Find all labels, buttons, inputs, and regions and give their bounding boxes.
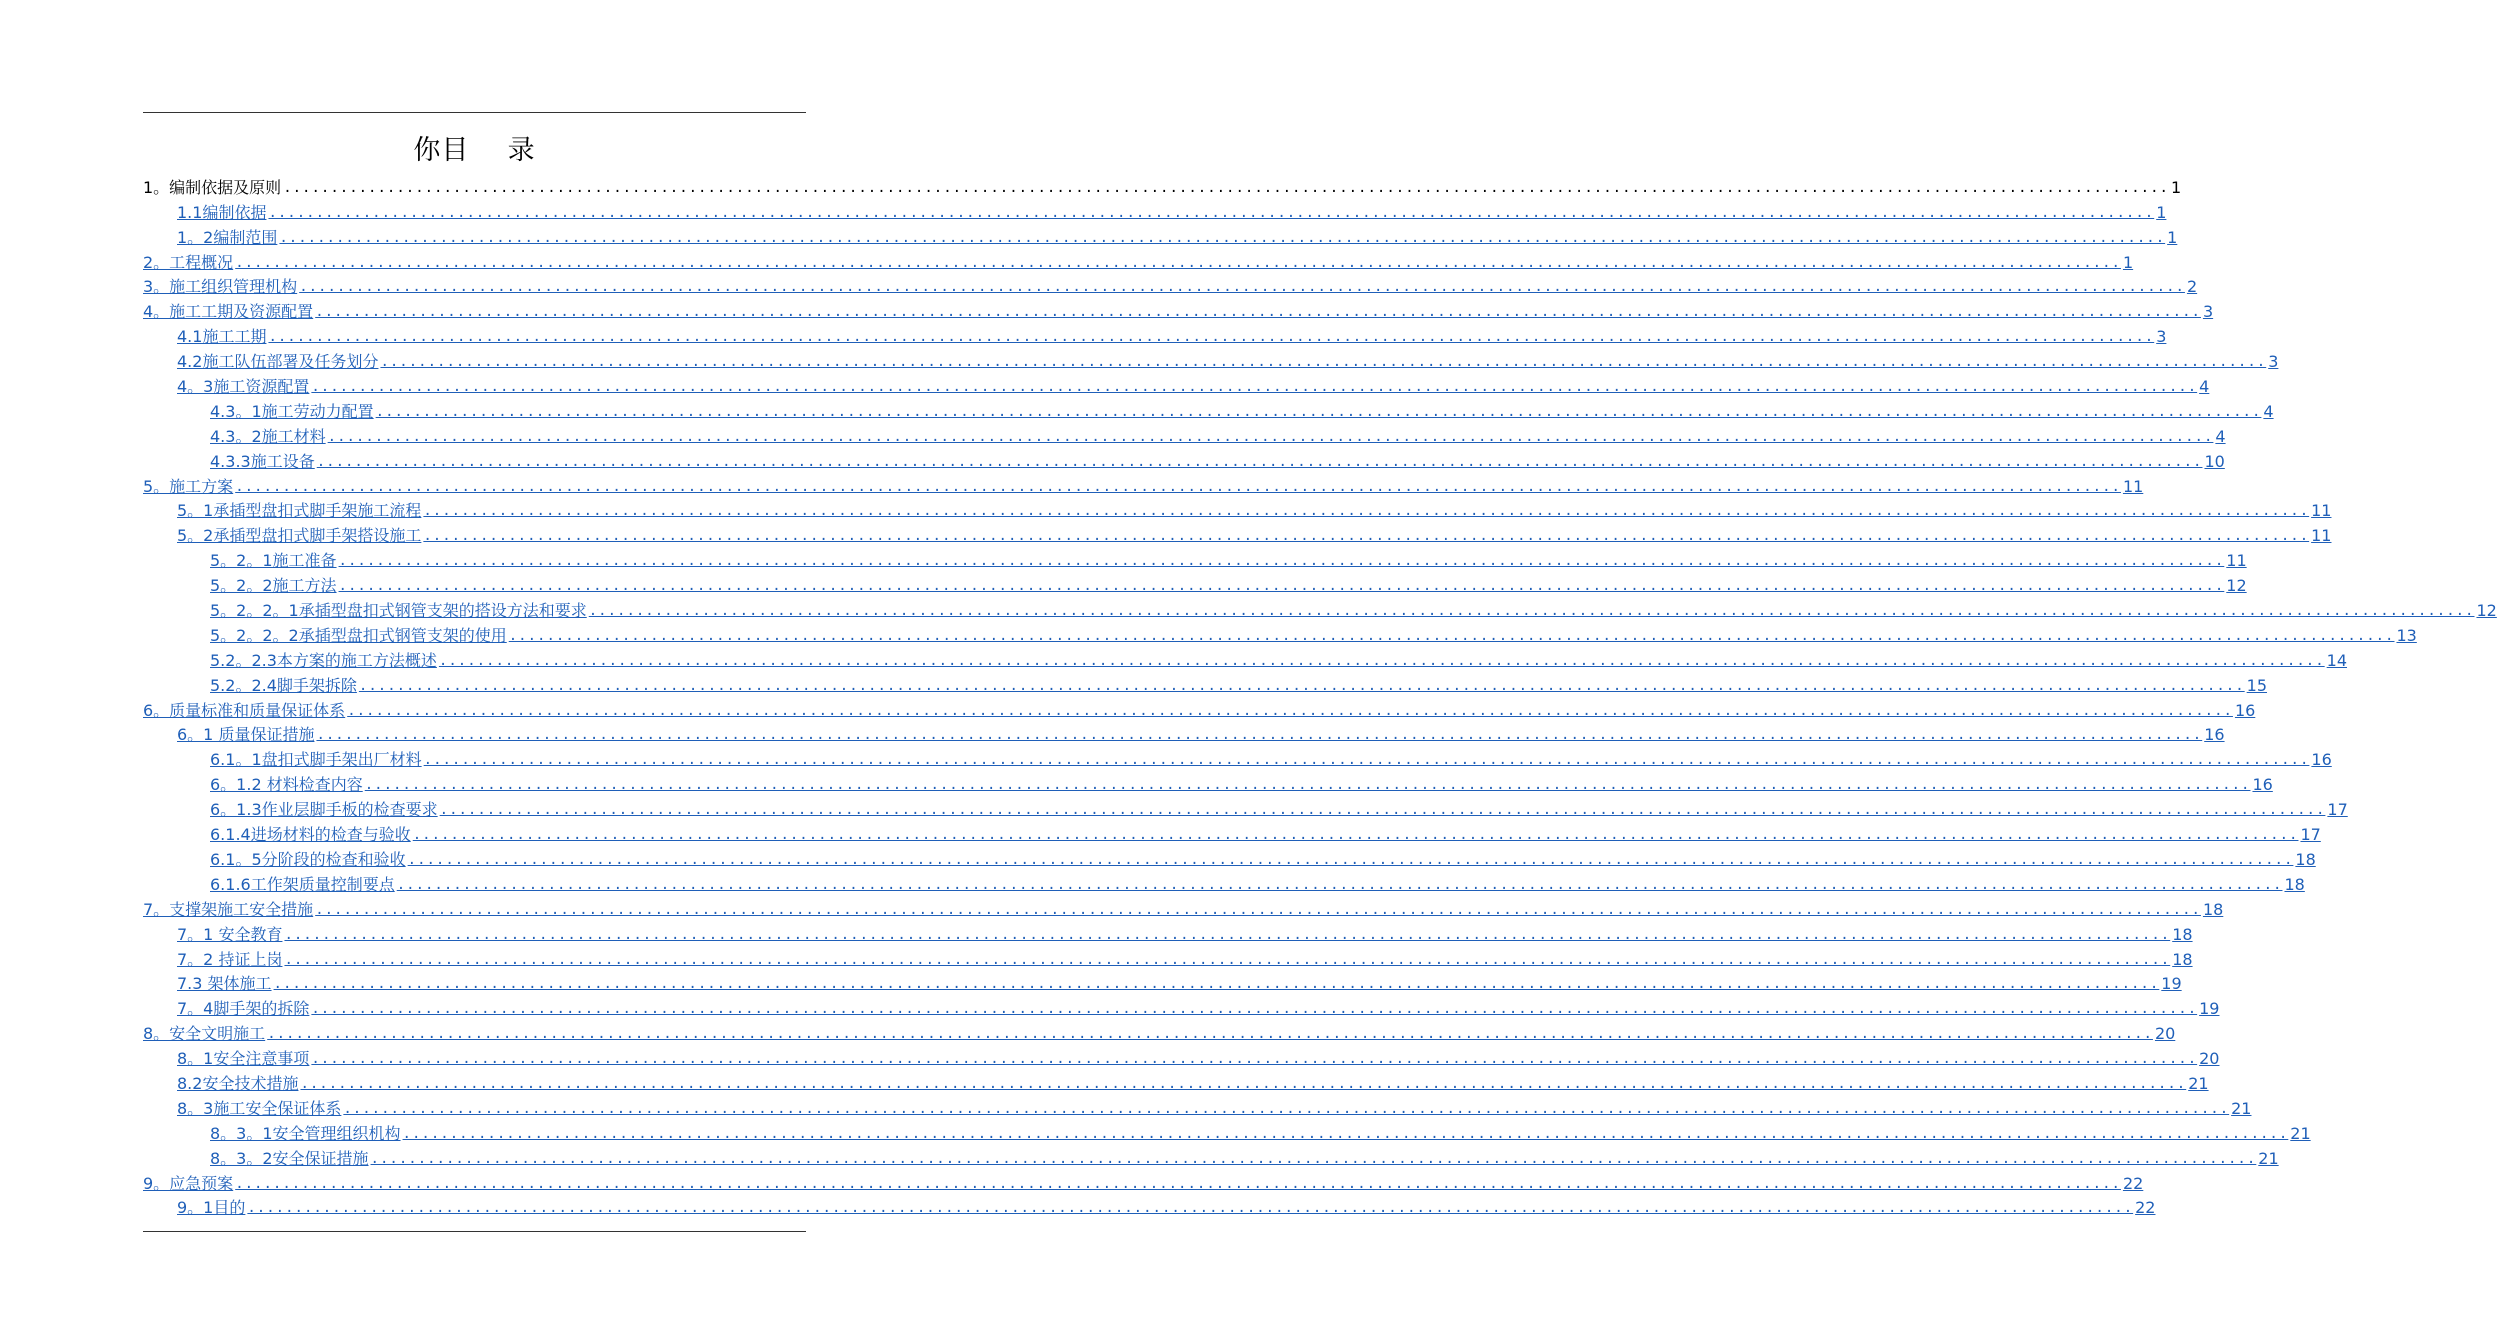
dot-leader: ........................................................................................................................................................................................................ [299, 279, 2185, 296]
toc-title: 你目 录 [413, 135, 536, 166]
toc-entry-label: 4。3施工资源配置 [177, 377, 310, 397]
toc-entry[interactable] [143, 250, 2134, 275]
toc-entry-label: 9。1目的 [177, 1198, 246, 1218]
toc-entry-label: 5。施工方案 [143, 476, 234, 496]
toc-entry-label: 5。2。1施工准备 [210, 551, 337, 571]
dot-leader: ........................................................................................................................................................................................................ [380, 354, 2267, 371]
toc-entry[interactable] [143, 474, 2144, 499]
toc-entry-label: 6。1.3作业层脚手板的检查要求 [210, 800, 438, 820]
dot-leader: ........................................................................................................................................................................................................ [364, 777, 2251, 794]
toc-entry[interactable] [143, 897, 2224, 922]
toc-entry-label: 4.2施工队伍部署及任务划分 [177, 352, 379, 372]
dot-leader: ........................................................................................................................................................................................................ [327, 428, 2214, 445]
toc-entry-page-number: 16 [2252, 775, 2273, 795]
dot-leader: ........................................................................................................................................................................................................ [375, 403, 2262, 420]
toc-entry-label: 5。2。2施工方法 [210, 576, 337, 596]
toc-entry-page-number: 4 [2215, 426, 2226, 446]
toc-entry-page-number: 22 [2122, 1173, 2144, 1193]
toc-entry-label: 8.2安全技术措施 [177, 1073, 299, 1093]
toc-entry[interactable] [143, 1171, 2144, 1196]
toc-entry-page-number: 14 [2326, 650, 2348, 670]
dot-leader: ........................................................................................................................................................................................................ [423, 752, 2310, 769]
toc-entry-label: 7.3 架体施工 [177, 974, 272, 994]
toc-entry-page-number: 11 [2311, 501, 2332, 521]
toc-entry[interactable] [177, 349, 2279, 374]
toc-entry-page-number: 20 [2154, 1024, 2176, 1044]
dot-leader: ........................................................................................................................................................................................................ [284, 951, 2171, 968]
toc-entry-label: 5。2。2。1承插型盘扣式钢管支架的搭设方法和要求 [210, 601, 587, 621]
dot-leader: ........................................................................................................................................................................................................ [423, 528, 2310, 545]
dot-leader: ........................................................................................................................................................................................................ [407, 851, 2294, 868]
toc-entry-label: 6.1。1盘扣式脚手架出厂材料 [210, 750, 422, 770]
toc-entry-page-number: 13 [2396, 625, 2417, 645]
toc-entry-page-number: 4 [2199, 377, 2210, 397]
dot-leader: ........................................................................................................................................................................................................ [283, 179, 2169, 196]
toc-entry[interactable] [177, 947, 2193, 972]
toc-entry-page-number: 17 [2300, 825, 2321, 845]
toc-entry[interactable] [210, 847, 2316, 872]
dot-leader: ........................................................................................................................................................................................................ [311, 1051, 2198, 1068]
toc-entry[interactable] [210, 424, 2226, 449]
toc-entry-label: 5。2承插型盘扣式脚手架搭设施工 [177, 526, 422, 546]
toc-entry-label: 1。2编制范围 [177, 227, 278, 247]
toc-entry[interactable] [210, 673, 2268, 698]
toc-entry-page-number: 21 [2231, 1098, 2252, 1118]
dot-leader: ........................................................................................................................................................................................................ [423, 503, 2310, 520]
toc-entry-label: 3。施工组织管理机构 [143, 277, 298, 297]
toc-entry-label: 5.2。2.3本方案的施工方法概述 [210, 650, 437, 670]
dot-leader: ........................................................................................................................................................................................................ [402, 1125, 2289, 1142]
dot-leader: ........................................................................................................................................................................................................ [338, 578, 2225, 595]
toc-entry[interactable] [177, 1046, 2220, 1071]
toc-entry-page-number: 4 [2263, 401, 2274, 421]
toc-entry[interactable] [177, 1196, 2156, 1221]
toc-entry[interactable] [177, 324, 2167, 349]
dot-leader: ........................................................................................................................................................................................................ [268, 329, 2155, 346]
dot-leader: ........................................................................................................................................................................................................ [588, 603, 2475, 620]
toc-entry-label: 7。2 持证上岗 [177, 949, 283, 969]
toc-entry-page-number: 16 [2311, 750, 2332, 770]
toc-entry-page-number: 3 [2156, 327, 2167, 347]
toc-entry[interactable] [210, 872, 2305, 897]
table-of-contents [0, 175, 2497, 1220]
toc-entry-label: 5。1承插型盘扣式脚手架施工流程 [177, 501, 422, 521]
toc-entry-label: 7。4脚手架的拆除 [177, 999, 310, 1019]
toc-entry-page-number: 16 [2204, 725, 2225, 745]
toc-entry-label: 6.1.6工作架质量控制要点 [210, 874, 395, 894]
toc-entry-label: 8。3施工安全保证体系 [177, 1098, 342, 1118]
toc-entry-label: 2。工程概况 [143, 252, 234, 272]
toc-entry-page-number: 1 [2170, 177, 2182, 197]
toc-entry-page-number: 12 [2226, 576, 2247, 596]
toc-entry[interactable] [210, 598, 2497, 623]
toc-entry-page-number: 19 [2161, 974, 2182, 994]
toc-entry-label: 4.1施工工期 [177, 327, 267, 347]
dot-leader: ........................................................................................................................................................................................................ [273, 976, 2160, 993]
toc-entry-page-number: 18 [2284, 874, 2305, 894]
dot-leader: ........................................................................................................................................................................................................ [268, 204, 2155, 221]
toc-entry-label: 5.2。2.4脚手架拆除 [210, 675, 357, 695]
toc-entry-page-number: 18 [2172, 949, 2193, 969]
toc-entry-page-number: 18 [2295, 849, 2316, 869]
toc-entry-label: 4。施工工期及资源配置 [143, 302, 314, 322]
toc-entry[interactable] [210, 548, 2247, 573]
dot-leader: ........................................................................................................................................................................................................ [315, 304, 2201, 321]
toc-entry[interactable] [177, 922, 2193, 947]
toc-entry[interactable] [210, 1146, 2279, 1171]
toc-entry-label: 7。支撑架施工安全措施 [143, 899, 314, 919]
toc-entry-label: 5。2。2。2承插型盘扣式钢管支架的使用 [210, 625, 507, 645]
toc-entry[interactable] [143, 175, 2182, 200]
dot-leader: ........................................................................................................................................................................................................ [347, 702, 2233, 719]
toc-entry-label: 1.1编制依据 [177, 202, 267, 222]
dot-leader: ........................................................................................................................................................................................................ [235, 478, 2121, 495]
toc-entry-label: 7。1 安全教育 [177, 924, 283, 944]
toc-entry-page-number: 2 [2186, 277, 2198, 297]
dot-leader: ........................................................................................................................................................................................................ [343, 1100, 2230, 1117]
toc-entry[interactable] [210, 573, 2247, 598]
toc-entry-label: 4.3。1施工劳动力配置 [210, 401, 374, 421]
toc-entry[interactable] [177, 499, 2332, 524]
toc-entry-label: 1。编制依据及原则 [143, 177, 282, 197]
dot-leader: ........................................................................................................................................................................................................ [412, 827, 2299, 844]
dot-leader: ........................................................................................................................................................................................................ [338, 553, 2225, 570]
toc-entry[interactable] [210, 747, 2332, 772]
toc-entry[interactable] [143, 299, 2214, 324]
toc-entry-label: 6。1 质量保证措施 [177, 725, 315, 745]
toc-entry[interactable] [210, 822, 2321, 847]
dot-leader: ........................................................................................................................................................................................................ [396, 876, 2283, 893]
toc-entry-page-number: 1 [2167, 227, 2178, 247]
toc-entry-page-number: 16 [2234, 700, 2256, 720]
toc-entry[interactable] [143, 1021, 2176, 1046]
toc-entry-page-number: 12 [2476, 601, 2497, 621]
dot-leader: ........................................................................................................................................................................................................ [508, 627, 2395, 644]
toc-entry-label: 4.3。2施工材料 [210, 426, 326, 446]
toc-entry-page-number: 11 [2226, 551, 2247, 571]
dot-leader: ........................................................................................................................................................................................................ [300, 1075, 2187, 1092]
toc-entry[interactable] [210, 797, 2348, 822]
toc-entry[interactable] [177, 1096, 2252, 1121]
toc-entry-page-number: 11 [2122, 476, 2144, 496]
toc-entry-page-number: 21 [2258, 1148, 2279, 1168]
toc-entry[interactable] [177, 200, 2167, 225]
toc-entry[interactable] [210, 623, 2417, 648]
toc-entry-label: 9。应急预案 [143, 1173, 234, 1193]
dot-leader: ........................................................................................................................................................................................................ [439, 802, 2326, 819]
toc-entry-page-number: 1 [2122, 252, 2134, 272]
toc-entry-label: 6.1。5分阶段的检查和验收 [210, 849, 406, 869]
toc-entry[interactable] [177, 225, 2178, 250]
toc-entry[interactable] [143, 275, 2198, 300]
toc-entry[interactable] [210, 449, 2225, 474]
toc-entry[interactable] [210, 772, 2273, 797]
toc-entry-page-number: 18 [2202, 899, 2224, 919]
toc-entry[interactable] [210, 1121, 2311, 1146]
dot-leader: ........................................................................................................................................................................................................ [279, 229, 2166, 246]
toc-entry-page-number: 18 [2172, 924, 2193, 944]
dot-leader: ........................................................................................................................................................................................................ [311, 379, 2198, 396]
toc-entry-page-number: 20 [2199, 1049, 2220, 1069]
dot-leader: ........................................................................................................................................................................................................ [316, 727, 2203, 744]
toc-entry-page-number: 22 [2135, 1198, 2156, 1218]
toc-entry-label: 8。3。2安全保证措施 [210, 1148, 369, 1168]
toc-entry-page-number: 15 [2246, 675, 2268, 695]
toc-entry-page-number: 21 [2188, 1073, 2209, 1093]
toc-entry[interactable] [177, 1071, 2209, 1096]
toc-entry-page-number: 1 [2156, 202, 2167, 222]
dot-leader: ........................................................................................................................................................................................................ [316, 453, 2203, 470]
dot-leader: ........................................................................................................................................................................................................ [247, 1200, 2134, 1217]
toc-entry-page-number: 19 [2199, 999, 2220, 1019]
toc-entry-label: 6.1.4进场材料的检查与验收 [210, 825, 411, 845]
dot-leader: ........................................................................................................................................................................................................ [235, 1175, 2121, 1192]
header-rule [143, 112, 806, 113]
dot-leader: ........................................................................................................................................................................................................ [315, 901, 2201, 918]
toc-entry-label: 4.3.3施工设备 [210, 451, 315, 471]
toc-entry[interactable] [177, 523, 2332, 548]
toc-entry-label: 8。1安全注意事项 [177, 1049, 310, 1069]
dot-leader: ........................................................................................................................................................................................................ [358, 677, 2245, 694]
toc-entry[interactable] [177, 972, 2182, 997]
dot-leader: ........................................................................................................................................................................................................ [284, 926, 2171, 943]
toc-entry-label: 6。质量标准和质量保证体系 [143, 700, 346, 720]
dot-leader: ........................................................................................................................................................................................................ [235, 254, 2121, 271]
toc-entry[interactable] [210, 648, 2348, 673]
toc-entry[interactable] [177, 723, 2225, 748]
toc-entry-page-number: 3 [2268, 352, 2279, 372]
toc-entry-page-number: 17 [2327, 800, 2348, 820]
toc-entry-label: 8。安全文明施工 [143, 1024, 266, 1044]
toc-entry-page-number: 10 [2204, 451, 2225, 471]
dot-leader: ........................................................................................................................................................................................................ [438, 652, 2325, 669]
dot-leader: ........................................................................................................................................................................................................ [311, 1001, 2198, 1018]
dot-leader: ........................................................................................................................................................................................................ [267, 1026, 2153, 1043]
toc-entry-page-number: 3 [2202, 302, 2214, 322]
toc-entry-page-number: 11 [2311, 526, 2332, 546]
toc-entry[interactable] [177, 374, 2210, 399]
toc-entry-page-number: 21 [2290, 1123, 2311, 1143]
toc-entry[interactable] [143, 698, 2256, 723]
toc-entry-label: 6。1.2 材料检查内容 [210, 775, 363, 795]
toc-entry[interactable] [210, 399, 2274, 424]
toc-entry-label: 8。3。1安全管理组织机构 [210, 1123, 401, 1143]
toc-entry[interactable] [177, 996, 2220, 1021]
footer-rule [143, 1231, 806, 1232]
dot-leader: ........................................................................................................................................................................................................ [370, 1150, 2257, 1167]
